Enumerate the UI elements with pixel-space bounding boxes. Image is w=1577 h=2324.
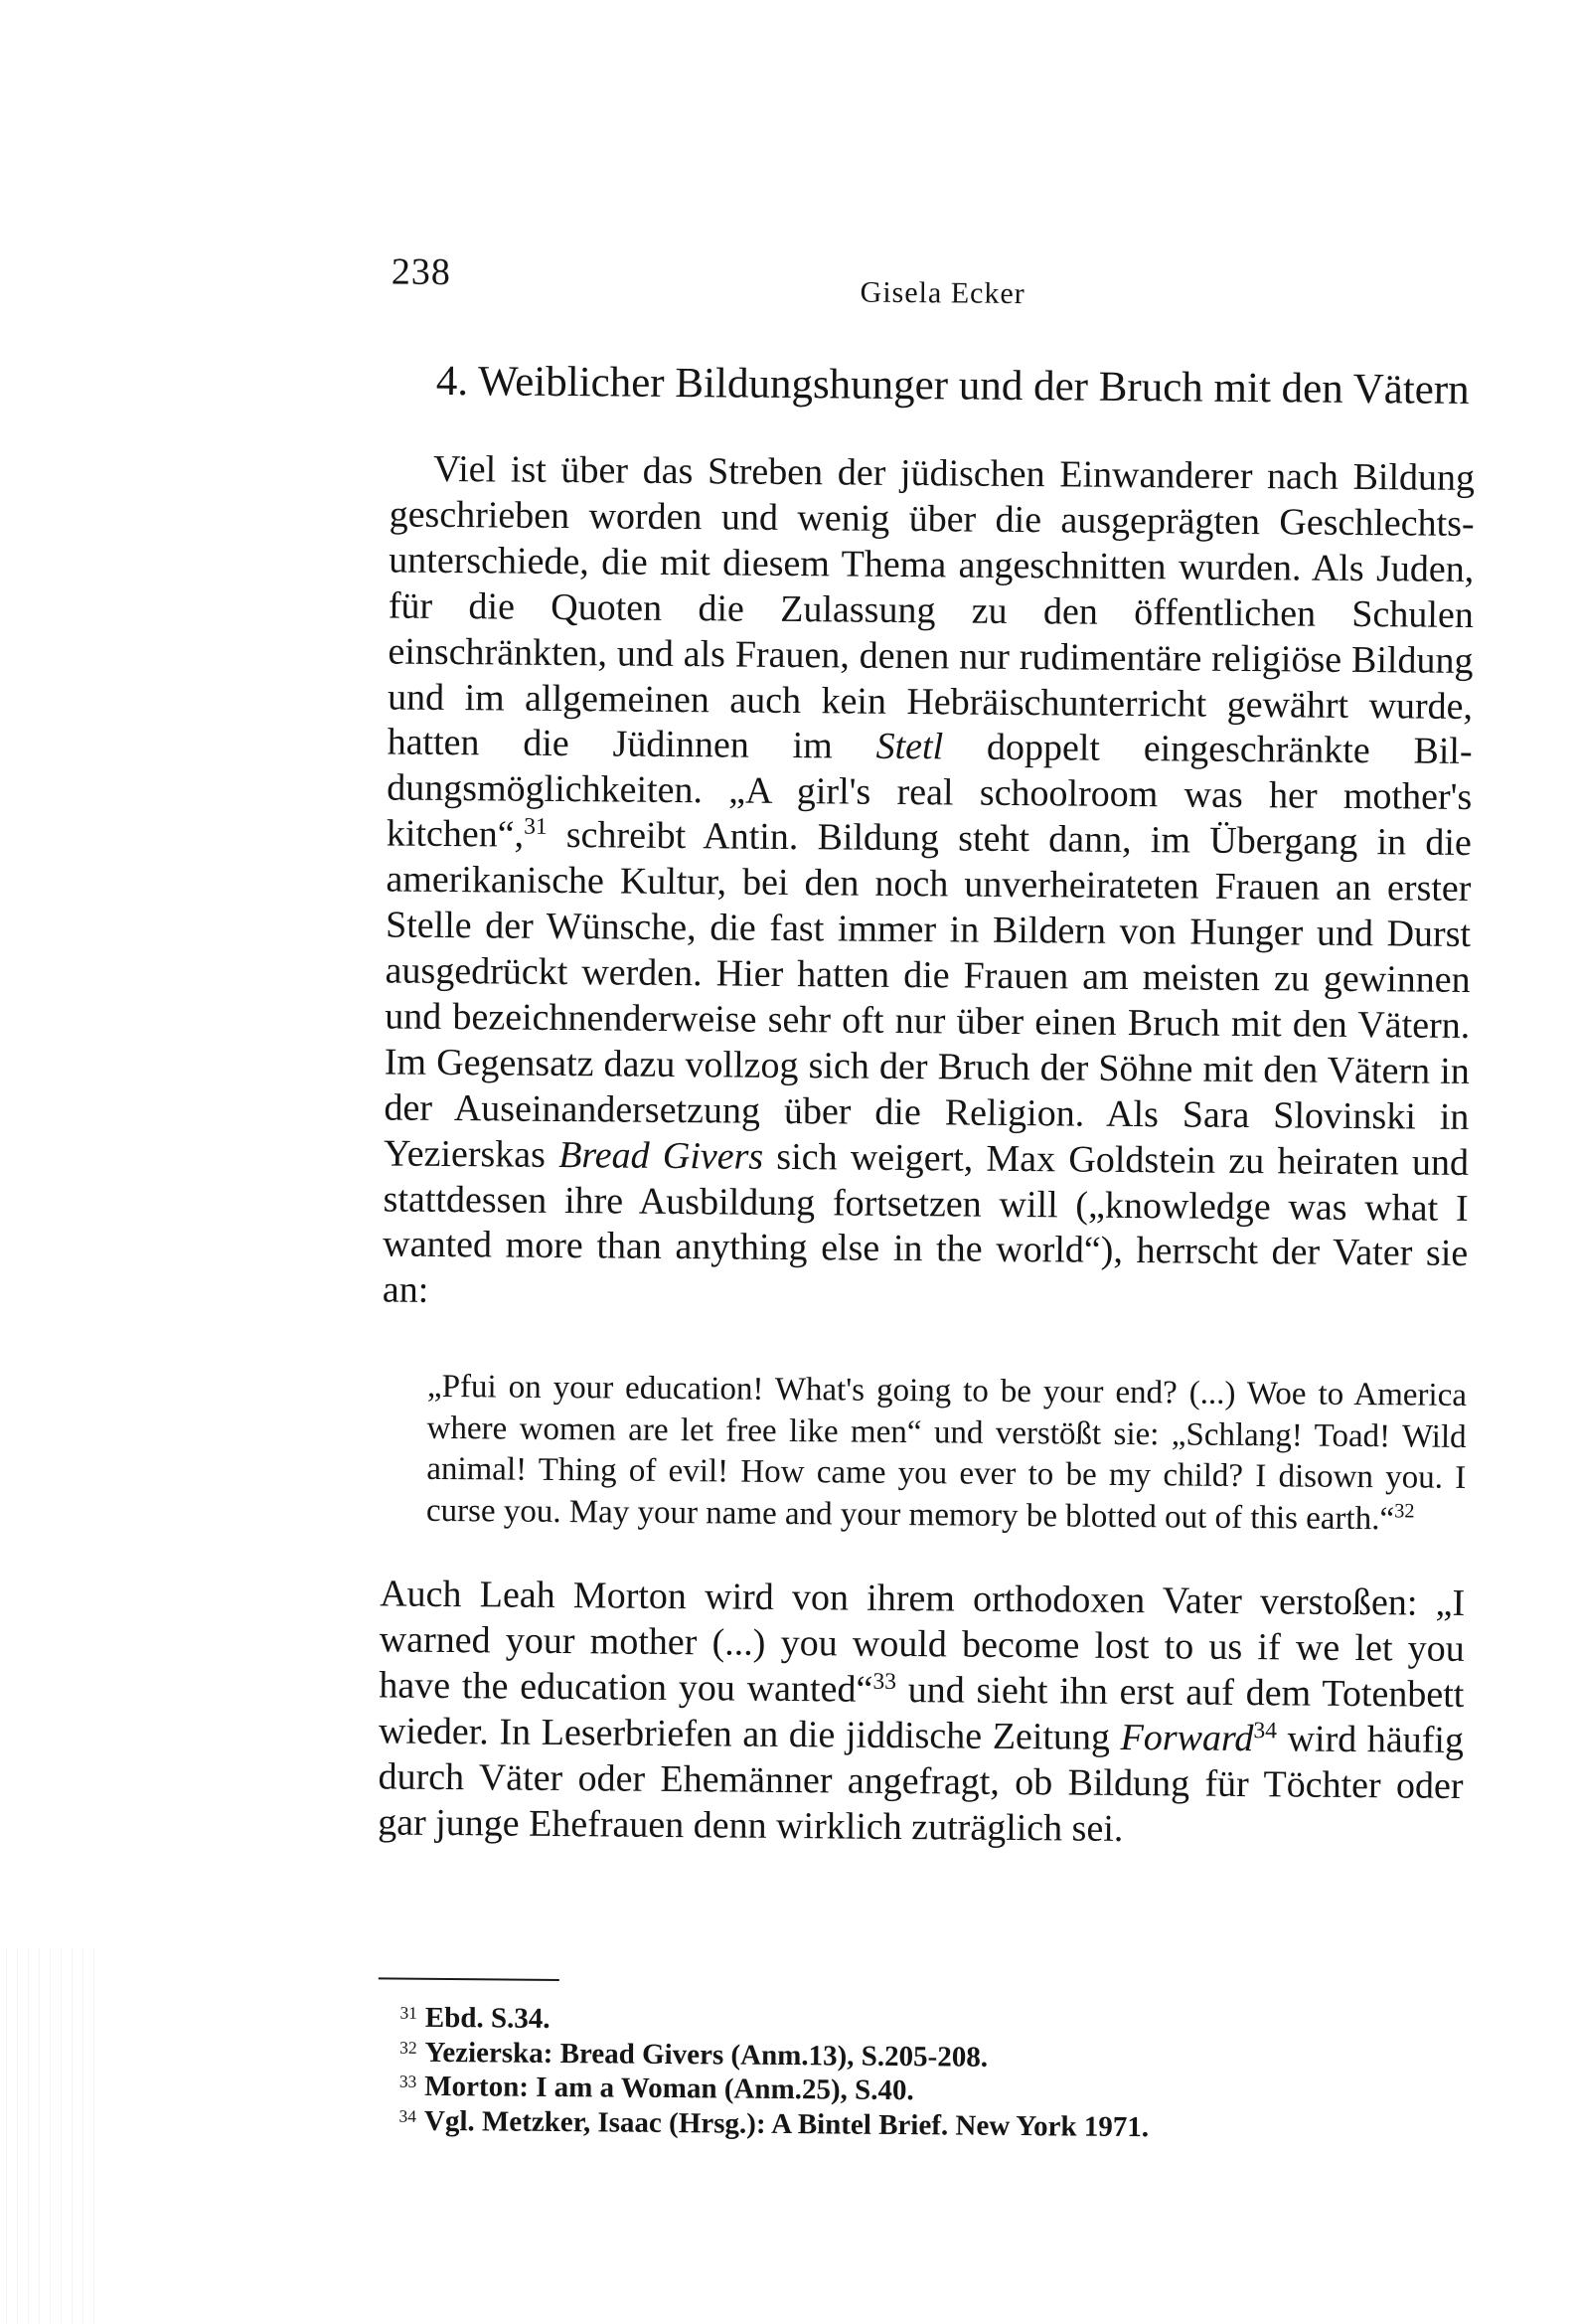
paragraph-1 (383, 446, 1476, 1323)
paragraph-1-text-3: schreibt Antin. Bildung steht dann, im Übergang in die amerikanische Kultur, bei den noch unverheirateten Frauen an erster Stelle der Wünsche, die fast immer in Bildern von Hunger und Durst ausgedrückt werden. Hier hatten die Frauen am meisten zu gewinnen und bezeichnenderweise sehr oft nur über einen Bruch mit den Vätern. Im Gegensatz dazu vollzog sich der Bruch der Söhne mit den Vätern in der Auseinandersetzung über die Religion. Als Sara Slovinski in Yezierskas (383, 814, 1473, 1176)
paragraph-1-text-4: sich weigert, Max Goldstein zu heiraten und stattdessen ihre Ausbildung fortsetzen will („knowledge was what I wanted more than anything else in the world“), herrscht der Vater sie an: (382, 1135, 1470, 1312)
footnote-text: Morton: I am a Woman (Anm.25), S.40. (424, 2070, 914, 2107)
paragraph-2 (378, 1572, 1465, 1855)
footnote-ref-31: 31 (524, 813, 548, 841)
footnote-ref-32: 32 (1394, 1500, 1415, 1523)
quote-text: „Pfui on your education! What's going to be your end? (...) Woe to America where women are let free like men“ und verstößt sie: „Schlang! Toad! Wild animal! Thing of evil! How came you ever to be my child? I disown you. I curse you. May your name and your memory be blotted out of this earth.“ (425, 1368, 1468, 1537)
footnote-number: 32 (399, 2037, 417, 2058)
footnote-ref-34: 34 (1253, 1717, 1278, 1744)
footnote-number: 33 (398, 2071, 417, 2091)
page-number: 238 (391, 250, 451, 294)
footnote-ref-33: 33 (872, 1668, 897, 1695)
paragraph-1-text-2: doppelt eingeschränkte Bildungsmöglichkeiten. „A girl's real schoolroom was her mother's kitchen“, (386, 726, 1473, 856)
footnote-number: 34 (398, 2105, 417, 2126)
body-paragraph-1 (383, 446, 1476, 1323)
italic-forward: Forward (1120, 1716, 1254, 1759)
footnotes (398, 2001, 1393, 2147)
body-paragraph-2 (378, 1572, 1465, 1855)
footnote-34 (398, 2103, 1392, 2146)
footnote-text: Yezierska: Bread Givers (Anm.13), S.205-208. (424, 2036, 989, 2074)
paragraph-2-text-3: wird häufig durch Väter oder Ehemänner angefragt, ob Bildung für Töchter oder gar junge Ehefrauen denn wirklich zuträglich sei. (378, 1718, 1465, 1850)
italic-bread-givers: Bread Givers (557, 1133, 764, 1178)
paragraph-2-text-2: und sieht ihn erst auf dem Totenbett wieder. In Leserbriefen an die jiddische Zeitung (378, 1668, 1465, 1758)
footnote-text: Ebd. S.34. (424, 2001, 551, 2035)
footnote-text: Vgl. Metzker, Isaac (Hrsg.): A Bintel Brief. New York 1971. (423, 2104, 1150, 2143)
italic-stetl: Stetl (875, 726, 944, 768)
paragraph-1-text-1: Viel ist über das Streben der jüdischen Einwanderer nach Bildung geschrieben worden und wenig über die ausgeprägten Geschlechtsunterschiede, die mit diesem Thema angeschnitten wurden. Als Juden, für die Quoten die Zulassung zu den öffentlichen Schulen einschränkten, und als Frauen, denen nur rudimentäre religiöse Bildung und im allgemeinen auch kein Hebräischunterricht gewährt wurde, hatten die Jüdinnen im (387, 447, 1476, 768)
paragraph-2-text-1: Auch Leah Morton wird von ihrem orthodoxen Vater verstoßen: „I warned your mother (...) you would become lost to us if we let you have the education you wanted“ (379, 1573, 1466, 1711)
block-quote (426, 1367, 1467, 1541)
footnote-number: 31 (399, 2002, 417, 2023)
running-head-author: Gisela Ecker (860, 275, 1025, 311)
section-title: 4. Weiblicher Bildungshunger und der Bruch mit den Vätern (435, 357, 1470, 414)
footnote-rule (379, 1977, 559, 1981)
